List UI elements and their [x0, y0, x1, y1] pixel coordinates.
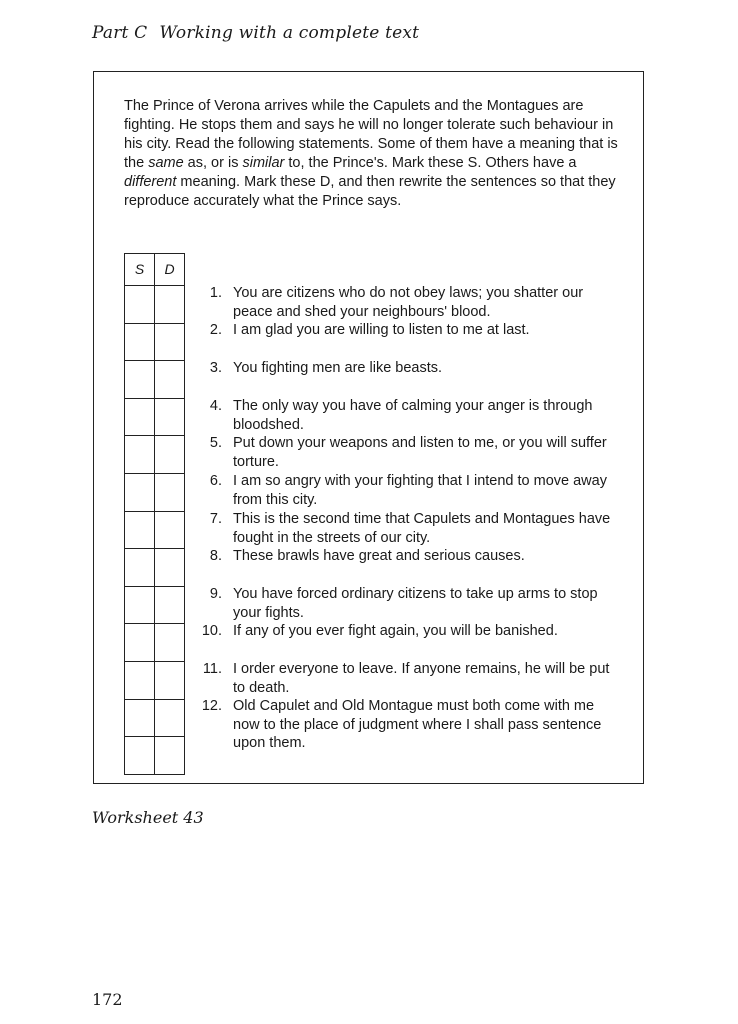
- answer-row: [125, 661, 184, 699]
- statement-3: [200, 359, 620, 378]
- statement-2: [200, 321, 620, 340]
- statement-11: [200, 660, 620, 697]
- statement-text: You have forced ordinary citizens to take up arms to stop your fights.: [233, 586, 598, 621]
- intro-emphasis-different: different: [124, 174, 177, 190]
- intro-emphasis-same: same: [148, 155, 184, 171]
- statement-8: [200, 547, 620, 566]
- answer-row: [125, 398, 184, 436]
- statement-text: I am so angry with your fighting that I intend to move away from this city.: [233, 473, 607, 508]
- intro-text-4: meaning. Mark these D, and then rewrite the sentences so that they reproduce accurately what the Prince says.: [124, 174, 616, 209]
- statement-number: 3.: [209, 360, 222, 376]
- statement-number: 1.: [209, 285, 222, 301]
- answer-box-s[interactable]: [125, 624, 154, 661]
- answer-box-d[interactable]: [154, 399, 184, 436]
- statement-text: Old Capulet and Old Montague must both come with me now to the place of judgment where I shall pass sentence upon them.: [233, 698, 602, 751]
- statement-number: 10.: [201, 623, 222, 639]
- answer-grid: [124, 253, 185, 775]
- statement-number: 4.: [209, 398, 222, 414]
- statement-number: 5.: [209, 435, 222, 451]
- answer-box-s[interactable]: [125, 662, 154, 699]
- statement-text: I am glad you are willing to listen to me at last.: [233, 322, 530, 338]
- answer-box-d[interactable]: [154, 474, 184, 511]
- answer-row: [125, 435, 184, 473]
- statement-6: [200, 472, 620, 509]
- statement-text: This is the second time that Capulets and Montagues have fought in the streets of our city.: [233, 511, 611, 546]
- intro-emphasis-similar: similar: [242, 155, 285, 171]
- statement-5: [200, 434, 620, 471]
- statement-number: 6.: [209, 473, 222, 489]
- answer-box-d[interactable]: [154, 587, 184, 624]
- answer-box-s[interactable]: [125, 512, 154, 549]
- statement-text: If any of you ever fight again, you will be banished.: [233, 623, 558, 639]
- instructions-paragraph: [124, 97, 619, 211]
- statement-9: [200, 585, 620, 622]
- answer-box-s[interactable]: [125, 361, 154, 398]
- statement-number: 8.: [209, 548, 222, 564]
- statement-text: Put down your weapons and listen to me, or you will suffer torture.: [233, 435, 607, 470]
- answer-box-s[interactable]: [125, 474, 154, 511]
- answer-row: [125, 548, 184, 586]
- answer-box-s[interactable]: [125, 549, 154, 586]
- statement-number: 2.: [209, 322, 222, 338]
- intro-text-1: The Prince of Verona arrives while the Capulets and the Montagues are fighting. He stops them and says he will no longer tolerate such behaviour in his city. Read the following statements. Some of them have a meaning that is the: [124, 98, 618, 171]
- running-head: [92, 23, 419, 43]
- chapter-title: Working with a complete text: [159, 23, 420, 43]
- statement-10: [200, 622, 620, 641]
- answer-box-s[interactable]: [125, 587, 154, 624]
- answer-box-s[interactable]: [125, 286, 154, 323]
- answer-box-s[interactable]: [125, 324, 154, 361]
- answer-grid-header: [125, 254, 184, 285]
- answer-row: [125, 699, 184, 737]
- answer-box-d[interactable]: [154, 624, 184, 661]
- answer-box-d[interactable]: [154, 700, 184, 737]
- answer-box-d[interactable]: [154, 324, 184, 361]
- statement-text: You fighting men are like beasts.: [233, 360, 443, 376]
- answer-row: [125, 736, 184, 774]
- answer-box-d[interactable]: [154, 361, 184, 398]
- statement-text: These brawls have great and serious causes.: [233, 548, 525, 564]
- statement-number: 9.: [209, 586, 222, 602]
- column-header-same: S: [134, 261, 145, 277]
- intro-text-3: to, the Prince's. Mark these S. Others have a: [284, 155, 577, 171]
- answer-row: [125, 360, 184, 398]
- statement-4: [200, 397, 620, 434]
- answer-row: [125, 623, 184, 661]
- page-number: 172: [92, 990, 123, 1009]
- statement-7: [200, 510, 620, 547]
- answer-row: [125, 323, 184, 361]
- column-header-different: D: [154, 254, 184, 285]
- answer-box-s[interactable]: [125, 436, 154, 473]
- intro-text-2: as, or is: [183, 155, 243, 171]
- answer-row: [125, 586, 184, 624]
- answer-box-d[interactable]: [154, 286, 184, 323]
- answer-row: [125, 511, 184, 549]
- statement-text: The only way you have of calming your anger is through bloodshed.: [233, 398, 593, 433]
- part-label: Part C: [92, 23, 148, 43]
- statement-number: 12.: [201, 698, 222, 714]
- answer-box-s[interactable]: [125, 399, 154, 436]
- statement-text: You are citizens who do not obey laws; you shatter our peace and shed your neighbours' blood.: [233, 285, 584, 320]
- worksheet-caption: Worksheet 43: [92, 808, 204, 827]
- answer-box-d[interactable]: [154, 737, 184, 774]
- statement-1: [200, 284, 620, 321]
- answer-box-s[interactable]: [125, 700, 154, 737]
- answer-box-d[interactable]: [154, 512, 184, 549]
- answer-box-s[interactable]: [125, 737, 154, 774]
- statement-number: 11.: [202, 661, 222, 677]
- statement-number: 7.: [209, 511, 222, 527]
- answer-row: [125, 285, 184, 323]
- answer-box-d[interactable]: [154, 662, 184, 699]
- answer-row: [125, 473, 184, 511]
- statement-12: [200, 697, 620, 753]
- answer-box-d[interactable]: [154, 549, 184, 586]
- statement-text: I order everyone to leave. If anyone remains, he will be put to death.: [233, 661, 610, 696]
- answer-box-d[interactable]: [154, 436, 184, 473]
